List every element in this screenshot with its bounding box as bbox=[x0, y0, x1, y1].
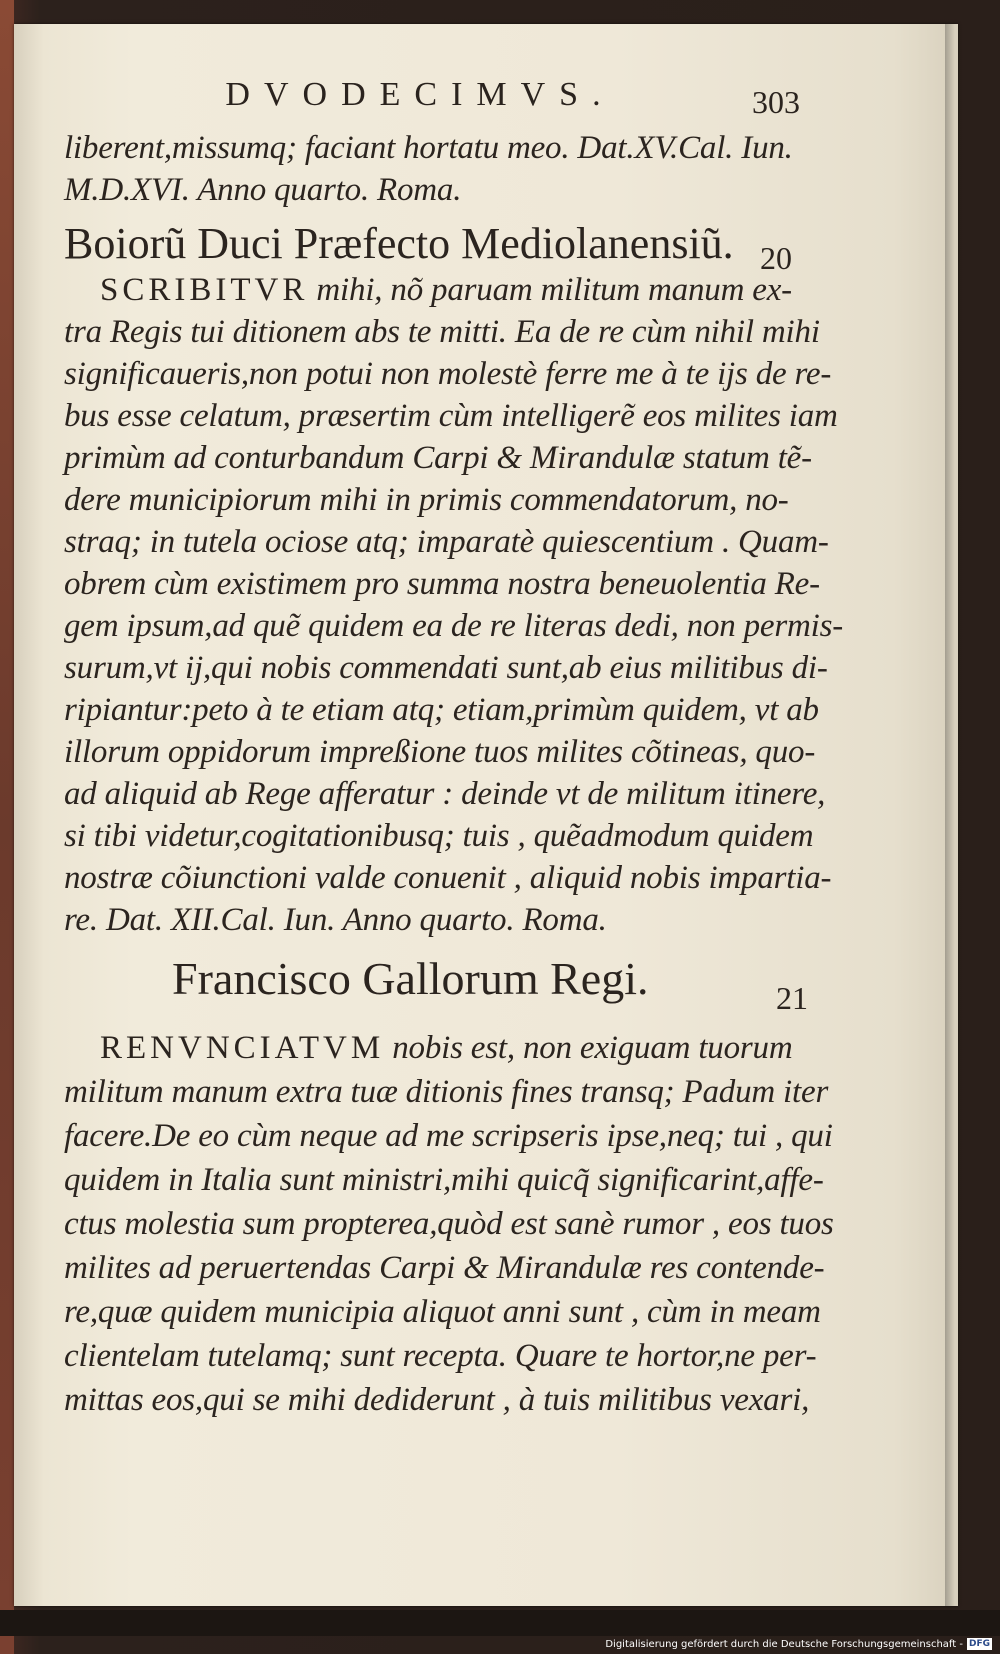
text-line: illorum oppidorum impreßione tuos milites cõtineas, quo- bbox=[64, 734, 816, 770]
text-line: re,quæ quidem municipia aliquot anni sunt , cùm in meam bbox=[64, 1294, 821, 1330]
letter-number: 21 bbox=[776, 980, 808, 1016]
text-line: ripiantur:peto à te etiam atq; etiam,primùm quidem, vt ab bbox=[64, 692, 819, 728]
text-line: clientelam tutelamq; sunt recepta. Quare te hortor,ne per- bbox=[64, 1338, 817, 1374]
text-line bbox=[100, 272, 792, 309]
footer-text: Digitalisierung gefördert durch die Deutsche Forschungsgemeinschaft - bbox=[605, 1638, 963, 1650]
text-line-rest: mihi, nõ paruam militum manum ex- bbox=[308, 272, 792, 308]
text-line: tra Regis tui ditionem abs te mitti. Ea de re cùm nihil mihi bbox=[64, 314, 820, 350]
text-line: straq; in tutela ociose atq; imparatè quiescentium . Quam- bbox=[64, 524, 829, 560]
text-line: quidem in Italia sunt ministri,mihi quicq̃ significarint,affe- bbox=[64, 1162, 824, 1198]
footer-credit bbox=[605, 1638, 992, 1650]
text-line: re. Dat. XII.Cal. Iun. Anno quarto. Roma. bbox=[64, 902, 607, 938]
dfg-logo: DFG bbox=[968, 1639, 990, 1649]
text-line: ad aliquid ab Rege afferatur : deinde vt de militum itinere, bbox=[64, 776, 826, 812]
letter-number: 20 bbox=[760, 240, 792, 276]
text-line: milites ad peruertendas Carpi & Mirandulæ res contende- bbox=[64, 1250, 825, 1286]
running-head: DVODECIMVS. bbox=[225, 76, 615, 113]
text-line: significaueris,non potui non molestè ferre me à te ijs de re- bbox=[64, 356, 832, 392]
opening-word: RENVNCIATVM bbox=[100, 1030, 385, 1066]
text-line: obrem cùm existimem pro summa nostra beneuolentia Re- bbox=[64, 566, 820, 602]
text-line: si tibi videtur,cogitationibusq; tuis , quẽadmodum quidem bbox=[64, 818, 814, 854]
text-line: facere.De eo cùm neque ad me scripseris ipse,neq; tui , qui bbox=[64, 1118, 833, 1154]
text-line: mittas eos,qui se mihi dediderunt , à tuis militibus vexari, bbox=[64, 1382, 810, 1418]
text-line: militum manum extra tuæ ditionis fines transq; Padum iter bbox=[64, 1074, 829, 1110]
viewer-bottom-band bbox=[0, 1610, 1000, 1636]
text-line: primùm ad conturbandum Carpi & Mirandulæ statum tẽ- bbox=[64, 440, 812, 476]
page-number: 303 bbox=[752, 84, 800, 120]
text-line-rest: nobis est, non exiguam tuorum bbox=[384, 1030, 793, 1066]
text-line: gem ipsum,ad quẽ quidem ea de re literas dedi, non permis- bbox=[64, 608, 844, 644]
letter-heading: Boiorũ Duci Præfecto Mediolanensiũ. bbox=[64, 219, 734, 268]
text-line: liberent,missumq; faciant hortatu meo. Dat.XV.Cal. Iun. bbox=[64, 130, 793, 166]
text-line bbox=[100, 1030, 792, 1067]
text-line: dere municipiorum mihi in primis commendatorum, no- bbox=[64, 482, 789, 518]
page-shadow bbox=[945, 24, 955, 1606]
letter-heading: Francisco Gallorum Regi. bbox=[172, 953, 649, 1004]
text-line: bus esse celatum, præsertim cùm intelligerẽ eos milites iam bbox=[64, 398, 838, 434]
text-line: surum,vt ij,qui nobis commendati sunt,ab eius militibus di- bbox=[64, 650, 828, 686]
text-line: nostræ cõiunctioni valde conuenit , aliquid nobis impartia- bbox=[64, 860, 832, 896]
opening-word: SCRIBITVR bbox=[100, 272, 309, 308]
book-edge bbox=[0, 0, 14, 1654]
text-line: M.D.XVI. Anno quarto. Roma. bbox=[64, 172, 462, 208]
text-line: ctus molestia sum propterea,quòd est sanè rumor , eos tuos bbox=[64, 1206, 834, 1242]
